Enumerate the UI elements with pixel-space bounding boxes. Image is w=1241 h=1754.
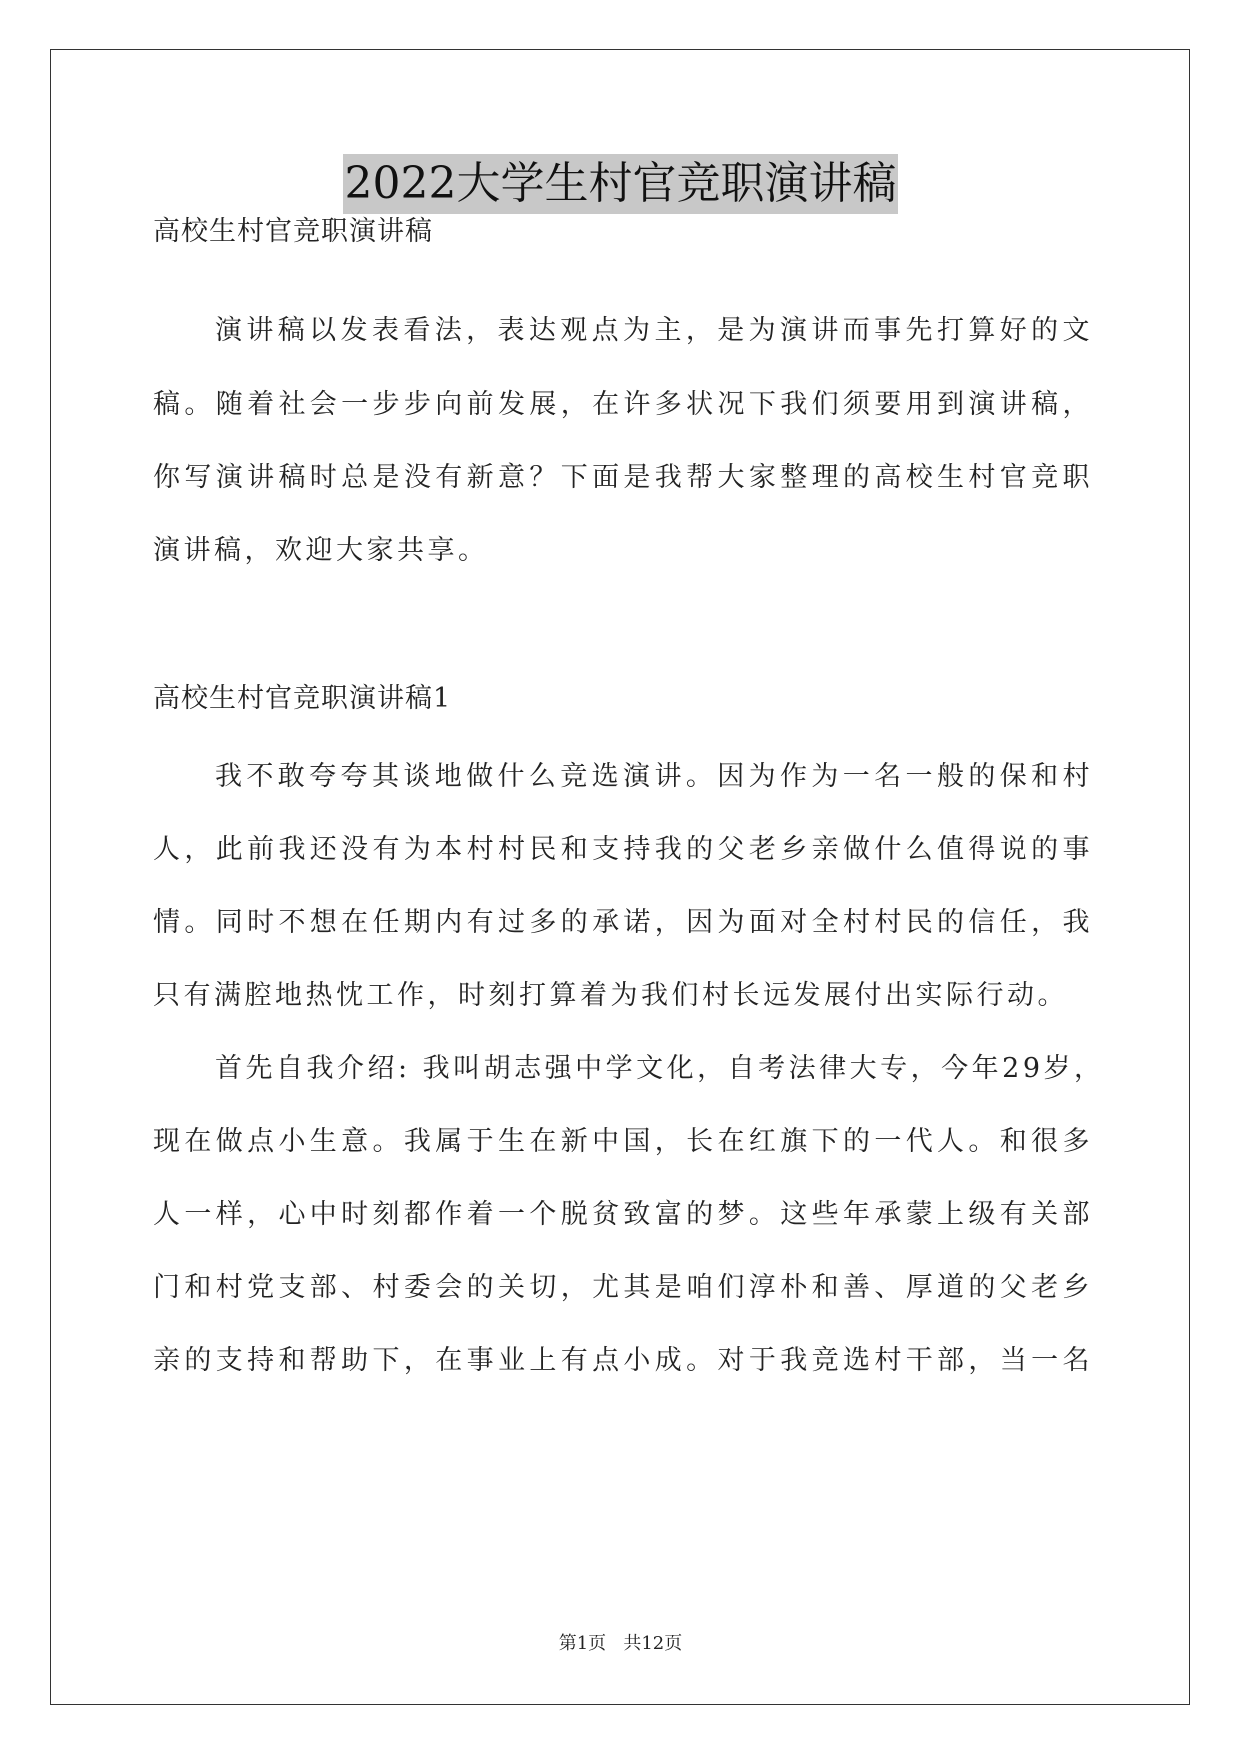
paragraph-line: 亲的支持和帮助下，在事业上有点小成。对于我竞选村干部，当一名 [153, 1345, 1093, 1376]
paragraph-line: 稿。随着社会一步步向前发展，在许多状况下我们须要用到演讲稿， [153, 389, 1093, 420]
page-total: 共12页 [623, 1633, 683, 1654]
title-container [0, 154, 1241, 214]
paragraph-line: 人一样，心中时刻都作着一个脱贫致富的梦。这些年承蒙上级有关部 [153, 1199, 1093, 1230]
paragraph-line: 首先自我介绍: 我叫胡志强中学文化，自考法律大专，今年29岁， [215, 1053, 1105, 1084]
paragraph-line: 演讲稿，欢迎大家共享。 [153, 535, 489, 566]
paragraph-line: 演讲稿以发表看法，表达观点为主，是为演讲而事先打算好的文 [215, 315, 1093, 346]
paragraph-line: 现在做点小生意。我属于生在新中国，长在红旗下的一代人。和很多 [153, 1126, 1093, 1157]
section-heading: 高校生村官竞职演讲稿1 [153, 683, 452, 714]
page-footer [0, 1632, 1241, 1656]
page-border [50, 49, 1190, 1705]
paragraph-line: 人，此前我还没有为本村村民和支持我的父老乡亲做什么值得说的事 [153, 834, 1093, 865]
document-title: 2022大学生村官竞职演讲稿 [343, 154, 899, 214]
paragraph-line: 只有满腔地热忱工作，时刻打算着为我们村长远发展付出实际行动。 [153, 980, 1068, 1011]
page-number: 第1页 [558, 1633, 607, 1654]
section-heading: 高校生村官竞职演讲稿 [153, 216, 433, 247]
paragraph-line: 你写演讲稿时总是没有新意？下面是我帮大家整理的高校生村官竞职 [153, 462, 1093, 493]
paragraph-line: 我不敢夸夸其谈地做什么竞选演讲。因为作为一名一般的保和村 [215, 761, 1093, 792]
paragraph-line: 情。同时不想在任期内有过多的承诺，因为面对全村村民的信任，我 [153, 907, 1093, 938]
paragraph-line: 门和村党支部、村委会的关切，尤其是咱们淳朴和善、厚道的父老乡 [153, 1272, 1093, 1303]
